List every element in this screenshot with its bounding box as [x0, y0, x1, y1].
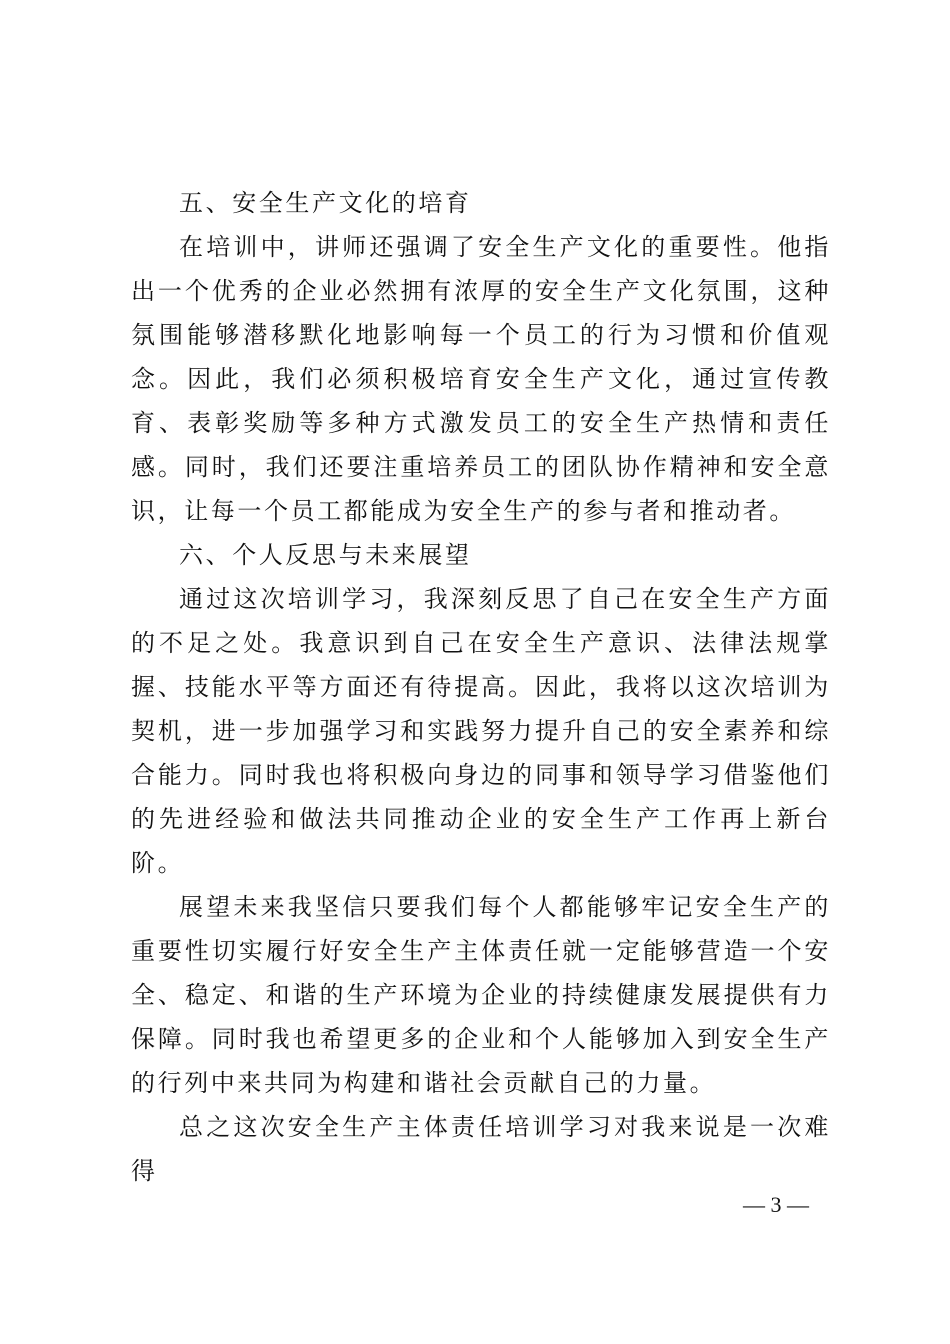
section-heading: 六、个人反思与未来展望 [179, 541, 472, 569]
document-body [131, 181, 831, 1193]
paragraph: 展望未来我坚信只要我们每个人都能够牢记安全生产的重要性切实履行好安全生产主体责任就一定能够营造一个安全、稳定、和谐的生产环境为企业的持续健康发展提供有力保障。同时我也希望更多的企业和个人能够加入到安全生产的行列中来共同为构建和谐社会贡献自己的力量。 [131, 893, 831, 1097]
paragraph: 总之这次安全生产主体责任培训学习对我来说是一次难得 [131, 1113, 831, 1185]
page-number: — 3 — [743, 1192, 809, 1217]
paragraph: 通过这次培训学习，我深刻反思了自己在安全生产方面的不足之处。我意识到自己在安全生产意识、法律法规掌握、技能水平等方面还有待提高。因此，我将以这次培训为契机，进一步加强学习和实践努力提升自己的安全素养和综合能力。同时我也将积极向身边的同事和领导学习借鉴他们的先进经验和做法共同推动企业的安全生产工作再上新台阶。 [131, 585, 831, 877]
paragraph: 在培训中，讲师还强调了安全生产文化的重要性。他指出一个优秀的企业必然拥有浓厚的安全生产文化氛围，这种氛围能够潜移默化地影响每一个员工的行为习惯和价值观念。因此，我们必须积极培育安全生产文化，通过宣传教育、表彰奖励等多种方式激发员工的安全生产热情和责任感。同时，我们还要注重培养员工的团队协作精神和安全意识，让每一个员工都能成为安全生产的参与者和推动者。 [131, 233, 831, 525]
section-heading: 五、安全生产文化的培育 [179, 189, 472, 217]
